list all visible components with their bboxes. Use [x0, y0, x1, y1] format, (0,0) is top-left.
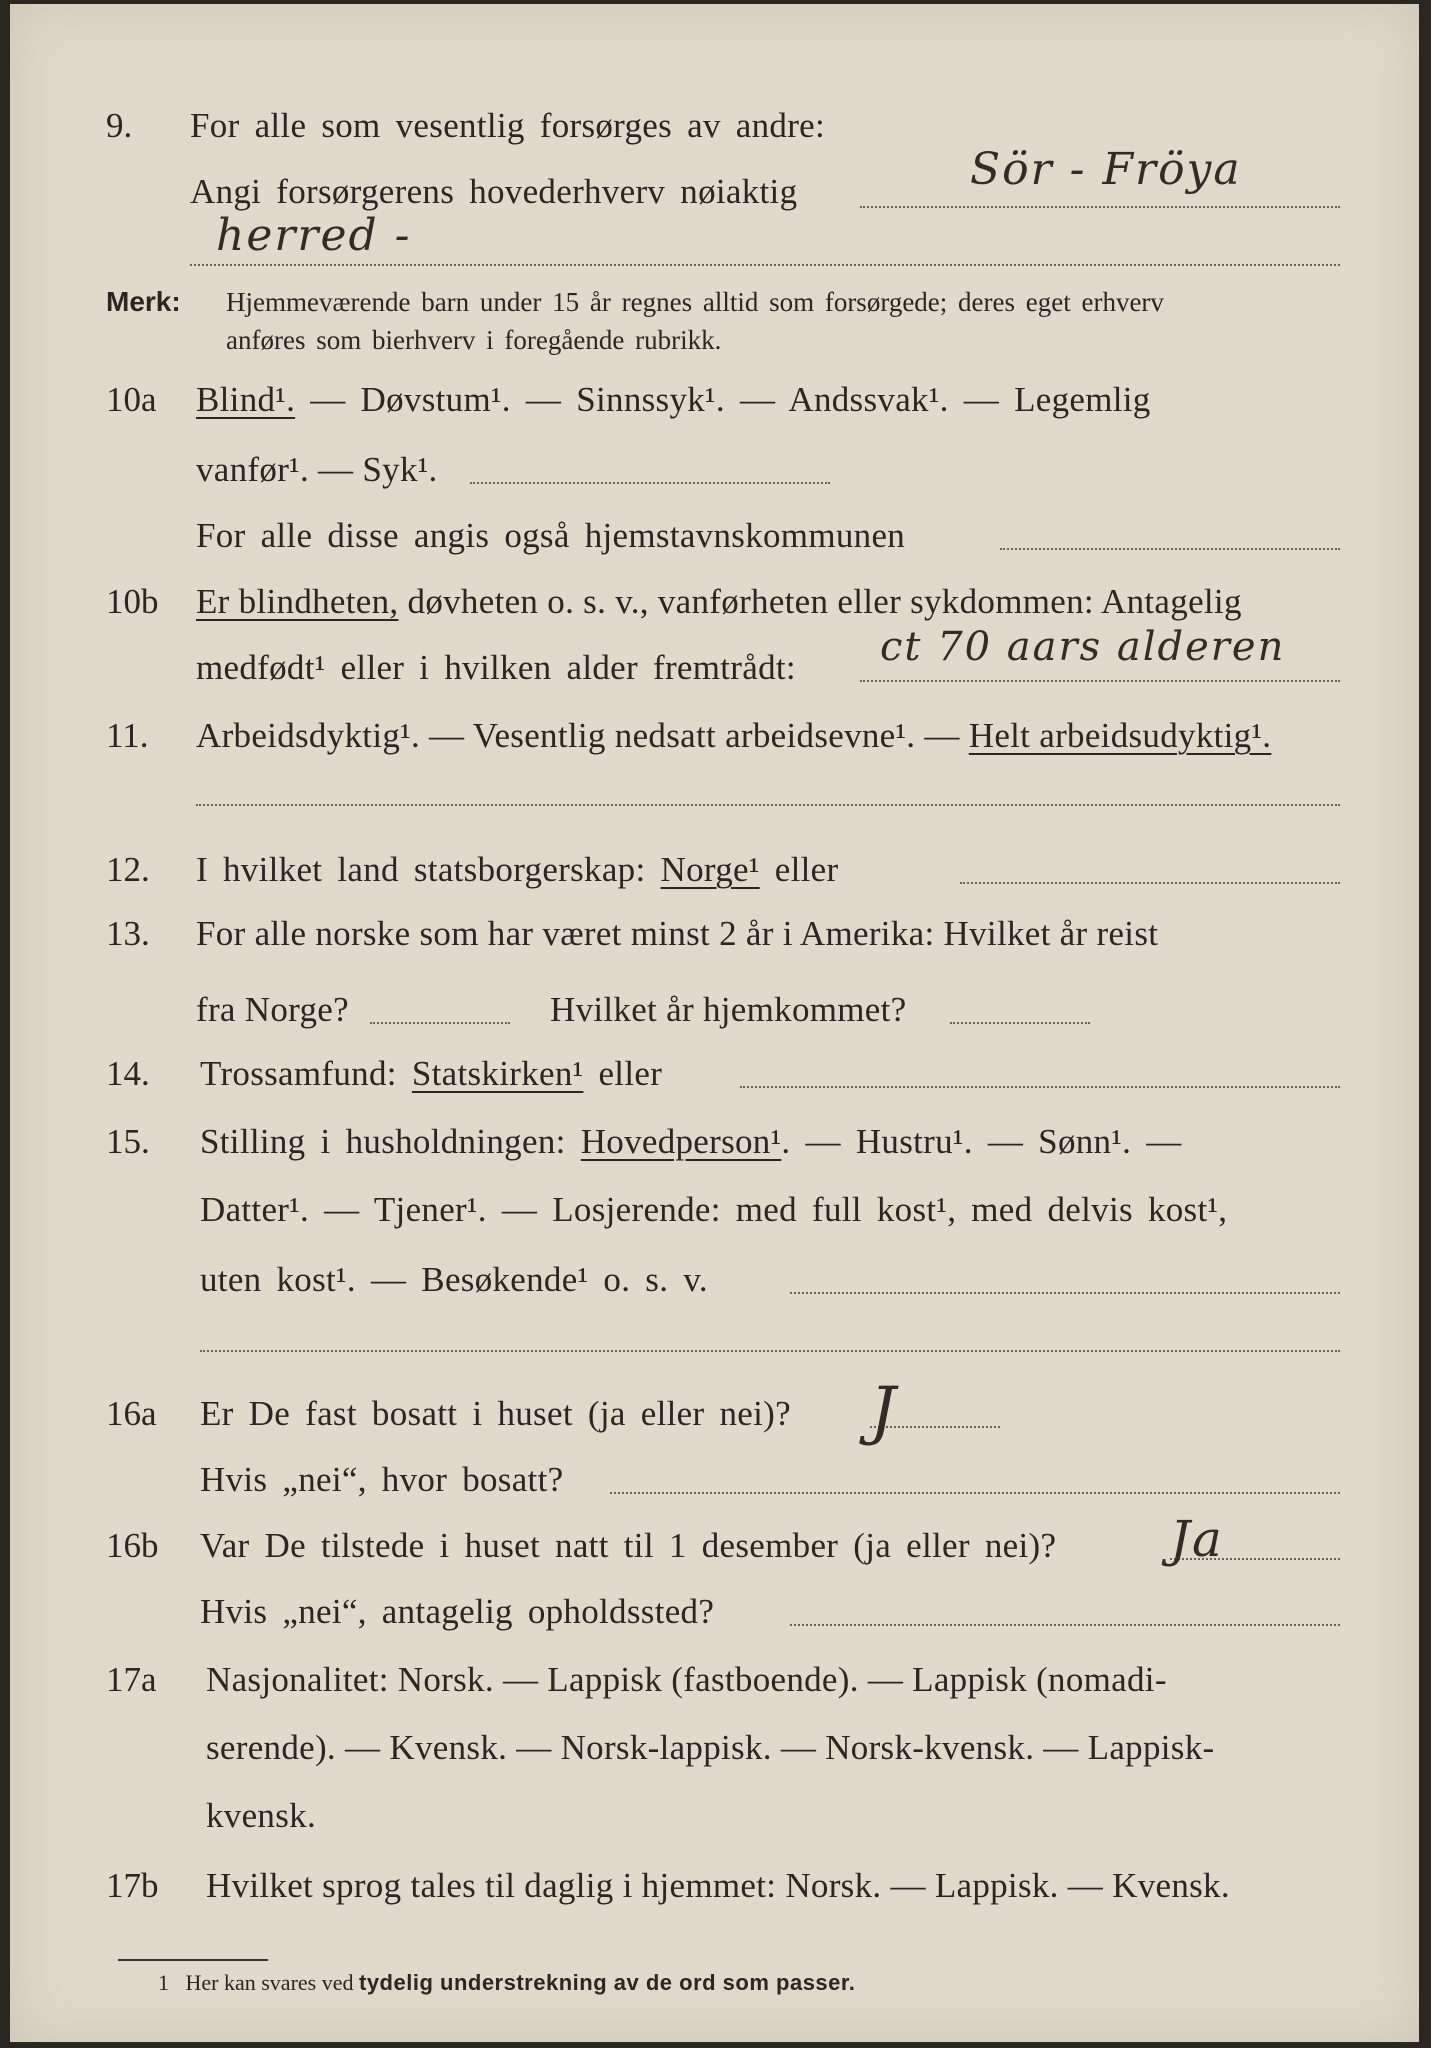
- answer-line[interactable]: [200, 1350, 1340, 1352]
- question-number: 10a: [106, 380, 157, 419]
- underlined-option: Helt arbeidsudyktig¹.: [968, 716, 1272, 755]
- answer-line[interactable]: [950, 1022, 1090, 1024]
- question-17a-line2: [10, 1722, 1419, 1774]
- question-15-line2: [10, 1184, 1419, 1236]
- question-16a-line2: [10, 1454, 1419, 1506]
- question-number: 14.: [106, 1054, 150, 1093]
- question-14: [10, 1048, 1419, 1100]
- question-15-line4: [10, 1322, 1419, 1374]
- question-text: . — Hustru¹. — Sønn¹. —: [781, 1122, 1182, 1161]
- question-17a-line3: [10, 1790, 1419, 1842]
- question-11-line2: [10, 776, 1419, 828]
- question-number: 17b: [106, 1866, 159, 1905]
- question-number: 9.: [106, 106, 133, 145]
- question-number: 16a: [106, 1394, 157, 1433]
- handwritten-answer: herred -: [216, 210, 412, 261]
- question-text: For alle som vesentlig forsørges av andre:: [190, 106, 826, 145]
- question-text: serende). — Kvensk. — Norsk-lappisk. — Norsk-kvensk. — Lappisk-: [206, 1728, 1215, 1767]
- note-label: Merk:: [106, 286, 181, 317]
- answer-line[interactable]: [190, 264, 1340, 266]
- question-12: [10, 844, 1419, 896]
- handwritten-answer: ct 70 aars alderen: [880, 624, 1286, 670]
- question-text: Hvilket sprog tales til daglig i hjemmet: Norsk. — Lappisk. — Kvensk.: [206, 1866, 1230, 1905]
- question-text: Er De fast bosatt i huset (ja eller nei)?: [200, 1394, 791, 1433]
- question-text: uten kost¹. — Besøkende¹ o. s. v.: [200, 1260, 708, 1299]
- question-15-line3: [10, 1254, 1419, 1306]
- question-number: 16b: [106, 1526, 159, 1565]
- answer-line[interactable]: [860, 680, 1340, 682]
- question-text: Stilling i husholdningen:: [200, 1122, 581, 1161]
- question-text: Angi forsørgerens hovederhverv nøiaktig: [190, 172, 798, 211]
- census-form-page: [10, 4, 1419, 2042]
- question-10a: [10, 374, 1419, 426]
- question-text: For alle norske som har været minst 2 år i Amerika: Hvilket år reist: [196, 914, 1159, 953]
- question-number: 17a: [106, 1660, 157, 1699]
- question-text: Hvilket år hjemkommet?: [550, 990, 907, 1029]
- question-text: Nasjonalitet: Norsk. — Lappisk (fastboende). — Lappisk (nomadi-: [206, 1660, 1167, 1699]
- question-17b: [10, 1860, 1419, 1912]
- handwritten-answer: Ja: [1170, 1510, 1224, 1568]
- answer-line[interactable]: [370, 1022, 510, 1024]
- question-text: medfødt¹ eller i hvilken alder fremtrådt:: [196, 648, 796, 687]
- answer-line[interactable]: [740, 1086, 1340, 1088]
- note-text: Hjemmeværende barn under 15 år regnes alltid som forsørgede; deres eget erhverv: [226, 287, 1164, 317]
- handwritten-answer: J: [870, 1374, 898, 1448]
- question-text: Var De tilstede i huset natt til 1 desember (ja eller nei)?: [200, 1526, 1057, 1565]
- underlined-option: Er blindheten,: [196, 582, 399, 621]
- question-10a-line2: [10, 444, 1419, 496]
- answer-line[interactable]: [470, 482, 830, 484]
- question-text: eller: [583, 1054, 663, 1093]
- question-number: 12.: [106, 850, 150, 889]
- question-17a: [10, 1654, 1419, 1706]
- question-10a-line3: [10, 510, 1419, 562]
- question-15: [10, 1116, 1419, 1168]
- underlined-option: Hovedperson¹: [580, 1122, 782, 1161]
- answer-line[interactable]: [960, 882, 1340, 884]
- question-text: døvheten o. s. v., vanførheten eller sykdommen: Antagelig: [398, 582, 1242, 621]
- answer-line[interactable]: [790, 1624, 1340, 1626]
- footnote: [158, 1968, 855, 1998]
- handwritten-answer: Sör - Fröya: [970, 144, 1242, 195]
- question-9-line3: [10, 210, 1419, 288]
- question-text: Datter¹. — Tjener¹. — Losjerende: med full kost¹, med delvis kost¹,: [200, 1190, 1228, 1229]
- question-text: Arbeidsdyktig¹. — Vesentlig nedsatt arbeidsevne¹. —: [196, 716, 969, 755]
- question-number: 15.: [106, 1122, 150, 1161]
- question-16b-line2: [10, 1586, 1419, 1638]
- question-13: [10, 908, 1419, 960]
- question-16b: [10, 1510, 1419, 1572]
- question-text: — Døvstum¹. — Sinnssyk¹. — Andssvak¹. — Legemlig: [295, 380, 1151, 419]
- question-text: kvensk.: [206, 1796, 317, 1835]
- footnote-text-bold: tydelig understrekning av de ord som passer.: [359, 1970, 856, 1995]
- question-16a: [10, 1374, 1419, 1448]
- answer-line[interactable]: [196, 804, 1340, 806]
- question-13-line2: [10, 984, 1419, 1036]
- question-10b-line2: [10, 624, 1419, 694]
- question-text: Hvis „nei“, antagelig opholdssted?: [200, 1592, 715, 1631]
- note-text: anføres som bierhverv i foregående rubrikk.: [226, 325, 722, 355]
- question-text: Hvis „nei“, hvor bosatt?: [200, 1460, 564, 1499]
- question-number: 13.: [106, 914, 150, 953]
- footnote-text: Her kan svares ved: [185, 1970, 359, 1995]
- underlined-option: Statskirken¹: [411, 1054, 584, 1093]
- question-number: 10b: [106, 582, 159, 621]
- question-text: fra Norge?: [196, 990, 349, 1029]
- underlined-option: Norge¹: [660, 850, 760, 889]
- answer-line[interactable]: [1000, 548, 1340, 550]
- answer-line[interactable]: [860, 206, 1340, 208]
- question-number: 11.: [106, 716, 149, 755]
- question-10b: [10, 576, 1419, 628]
- underlined-option: Blind¹.: [196, 380, 296, 419]
- footnote-mark: 1: [158, 1970, 169, 1995]
- answer-line[interactable]: [610, 1492, 1340, 1494]
- question-11: [10, 710, 1419, 762]
- question-text: I hvilket land statsborgerskap:: [196, 850, 661, 889]
- footnote-rule: [118, 1959, 268, 1961]
- question-text: For alle disse angis også hjemstavnskommunen: [196, 516, 906, 555]
- question-text: vanfør¹. — Syk¹.: [196, 450, 438, 489]
- question-text: Trossamfund:: [200, 1054, 412, 1093]
- answer-line[interactable]: [790, 1292, 1340, 1294]
- question-text: eller: [759, 850, 839, 889]
